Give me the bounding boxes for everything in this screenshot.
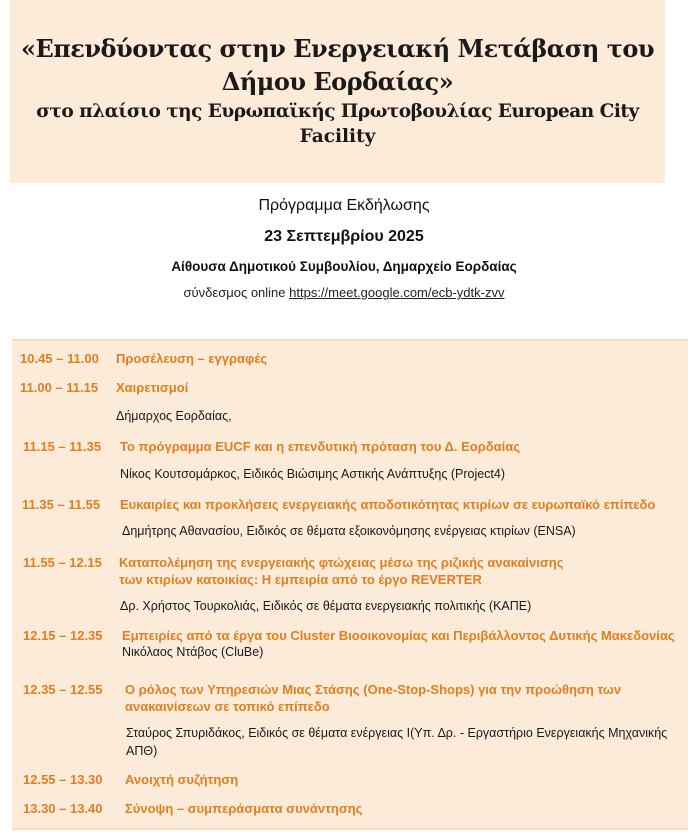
event-title-line-1: «Επενδύοντας στην Ενεργειακή Μετάβαση του: [20, 34, 655, 63]
schedule-speaker: Δρ. Χρήστος Τουρκολιάς, Ειδικός σε θέματα ενεργειακής πολιτικής (ΚΑΠΕ): [120, 599, 532, 613]
schedule-topic: Προσέλευση – εγγραφές: [116, 351, 267, 366]
schedule-topic: Σύνοψη – συμπεράσματα συνάντησης: [125, 801, 363, 816]
schedule-time: 12.15 – 12.35: [23, 628, 103, 643]
schedule-speaker: Νικόλαος Ντάβος (CluBe): [122, 645, 264, 659]
schedule-time: 10.45 – 11.00: [20, 351, 99, 366]
schedule-time: 11.55 – 12.15: [23, 555, 102, 570]
online-meeting-link[interactable]: https://meet.google.com/ecb-ydtk-zvv: [289, 285, 505, 300]
schedule-topic: Καταπολέμηση της ενεργειακής φτώχειας μέσω της ριζικής ανακαίνισης: [119, 555, 564, 570]
schedule-time: 11.00 – 11.15: [20, 380, 99, 395]
schedule-topic: Χαιρετισμοί: [116, 380, 189, 395]
schedule-topic: Εμπειρίες από τα έργα του Cluster Βιοοικονομίας και Περιβάλλοντος Δυτικής Μακεδονίας: [122, 628, 675, 643]
event-subtitle-line-1: στο πλαίσιο της Ευρωπαϊκής Πρωτοβουλίας European City: [36, 101, 639, 122]
schedule-topic: των κτιρίων κατοικίας: Η εμπειρία από το έργο REVERTER: [119, 572, 482, 587]
schedule-table: [12, 339, 688, 830]
online-link-line: [0, 285, 688, 300]
schedule-topic: Ανοιχτή συζήτηση: [125, 772, 239, 787]
schedule-time: 13.30 – 13.40: [23, 801, 103, 816]
schedule-topic: Ευκαιρίες και προκλήσεις ενεργειακής αποδοτικότητας κτιρίων σε ευρωπαϊκό επίπεδο: [120, 497, 656, 512]
schedule-time: 11.35 – 11.55: [22, 497, 101, 512]
event-venue: Αίθουσα Δημοτικού Συμβουλίου, Δημαρχείο Εορδαίας: [171, 259, 517, 274]
event-date: 23 Σεπτεμβρίου 2025: [264, 228, 424, 245]
event-subtitle-line-2: Facility: [299, 126, 376, 147]
schedule-speaker: ΑΠΘ): [126, 744, 158, 758]
header-banner: [10, 0, 665, 183]
schedule-topic: ανακαινίσεων σε τοπικό επίπεδο: [125, 699, 330, 714]
schedule-time: 12.35 – 12.55: [23, 682, 103, 697]
schedule-topic: Το πρόγραμμα EUCF και η επενδυτική πρόταση του Δ. Εορδαίας: [120, 439, 521, 454]
program-title: Πρόγραμμα Εκδήλωσης: [258, 197, 430, 214]
schedule-speaker: Δημήτρης Αθανασίου, Ειδικός σε θέματα εξοικονόμησης ενέργειας κτιρίων (ENSA): [122, 524, 576, 538]
schedule-speaker: Δήμαρχος Εορδαίας,: [116, 409, 232, 423]
schedule-speaker: Σταύρος Σπυριδάκος, Ειδικός σε θέματα ενέργειας Ι(Υπ. Δρ. - Εργαστήριο Ενεργειακής Μηχανικής: [126, 726, 668, 740]
schedule-time: 12.55 – 13.30: [23, 772, 103, 787]
schedule-speaker: Νίκος Κουτσομάρκος, Ειδικός Βιώσιμης Αστικής Ανάπτυξης (Project4): [120, 467, 506, 481]
schedule-time: 11.15 – 11.35: [23, 439, 102, 454]
schedule-topic: Ο ρόλος των Υπηρεσιών Μιας Στάσης (One-Stop-Shops) για την προώθηση των: [125, 682, 622, 697]
event-title-line-2: Δήμου Εορδαίας»: [221, 67, 454, 96]
online-label: σύνδεσμος online: [183, 285, 286, 300]
